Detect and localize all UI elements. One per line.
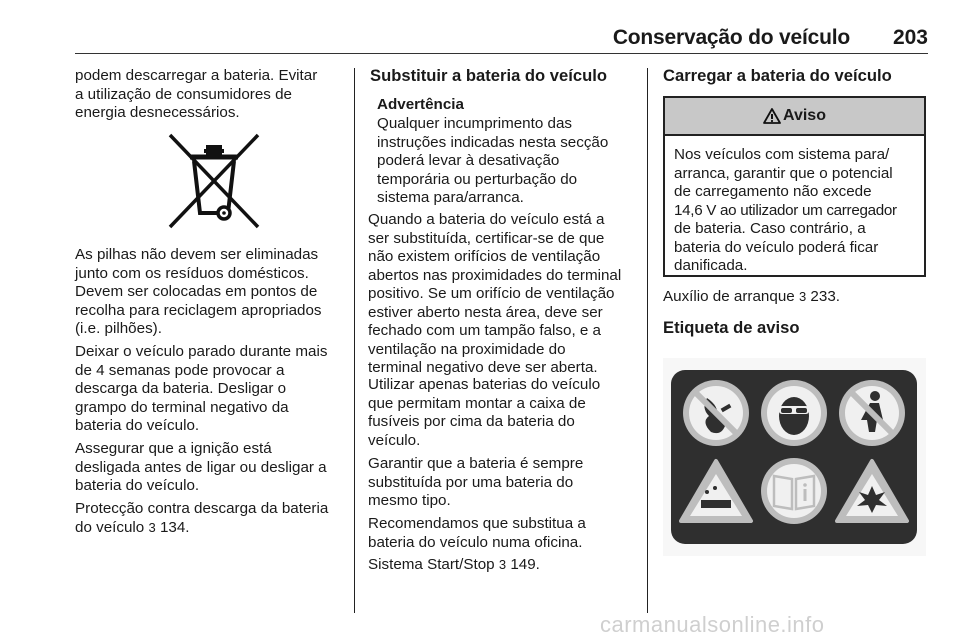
page-number: 203	[892, 26, 928, 49]
keep-children-away-icon	[839, 380, 905, 446]
col1-paragraph-2: As pilhas não devem ser eliminadas junto com os resíduos domésticos. Devem ser colocadas em pontos de recolha para reciclagem apropriados (i.e. pilhões).	[75, 246, 322, 337]
section-heading-carregar: Carregar a bateria do veículo	[663, 66, 892, 85]
advertencia-title: Advertência	[377, 96, 464, 113]
page-reference-link[interactable]: 134.	[159, 518, 190, 536]
section-heading-etiqueta: Etiqueta de aviso	[663, 318, 800, 337]
col2-paragraph-3: Garantir que a bateria é sempre substituída por uma bateria do mesmo tipo.	[368, 455, 584, 509]
warning-box-header	[665, 98, 924, 136]
col1-paragraph-3: Deixar o veículo parado durante mais de 4 semanas pode provocar a descarga da bateria. Desligar o grampo do terminal negativo da bateria do veículo.	[75, 343, 328, 434]
cross-reference-icon: 3	[498, 557, 507, 572]
recycle-bin-crossed-icon	[168, 133, 260, 229]
cross-reference-icon: 3	[148, 519, 156, 535]
read-manual-icon	[761, 458, 827, 524]
header-rule	[75, 53, 928, 54]
advertencia-text: Qualquer incumprimento das instruções indicadas nesta secção poderá levar à desativação temporária ou perturbação do sistema para/arranca.	[377, 115, 609, 206]
warning-label-image	[663, 358, 926, 556]
warning-title: Aviso	[783, 107, 826, 124]
col3-auxilio-reference: Auxílio de arranque 3 233.	[663, 288, 840, 305]
watermark: carmanualsonline.info	[600, 612, 825, 637]
eye-protection-icon	[761, 380, 827, 446]
warning-text: Nos veículos com sistema para/ arranca, garantir que o potencial de carregamento não excede 14,6 V ao utilizador um carregador de bateria. Caso contrário, a bateria do veículo poderá ficar danificada.	[674, 146, 897, 274]
warning-triangle-icon	[763, 108, 781, 124]
col1-paragraph-5: Protecção contra descarga da bateria do veículo 3 134.	[75, 500, 329, 536]
page-reference-link[interactable]: 149.	[510, 556, 540, 573]
warning-box	[663, 96, 926, 277]
no-fire-icon	[683, 380, 749, 446]
page-title: Conservação do veículo	[612, 26, 850, 49]
column-divider-1	[354, 68, 355, 613]
col2-paragraph-5: Sistema Start/Stop 3 149.	[368, 556, 540, 573]
col2-paragraph-1: Quando a bateria do veículo está a ser substituída, certificar-se de que não existem orifícios de ventilação abertos nas proximidades do terminal positivo. Se um orifício de ventilação estiver aberto nesta área, deve ser fechado com um tampão falso, e a ventilação na proximidade do terminal negativo deve ser aberta.	[368, 211, 622, 376]
page-reference-link[interactable]: 233.	[810, 288, 840, 305]
col1-paragraph-4: Assegurar que a ignição está desligada antes de ligar ou desligar a bateria do veículo.	[75, 440, 327, 494]
column-divider-2	[647, 68, 648, 613]
cross-reference-icon: 3	[798, 289, 807, 304]
col2-paragraph-2: Utilizar apenas baterias do veículo que permitam montar a caixa de fusíveis por cima da bateria do veículo.	[368, 376, 601, 449]
col1-paragraph-1: podem descarregar a bateria. Evitar a utilização de consumidores de energia desnecessários.	[75, 67, 318, 121]
col2-paragraph-4: Recomendamos que substitua a bateria do veículo numa oficina.	[368, 515, 586, 551]
section-heading-substituir: Substituir a bateria do veículo	[370, 66, 607, 85]
